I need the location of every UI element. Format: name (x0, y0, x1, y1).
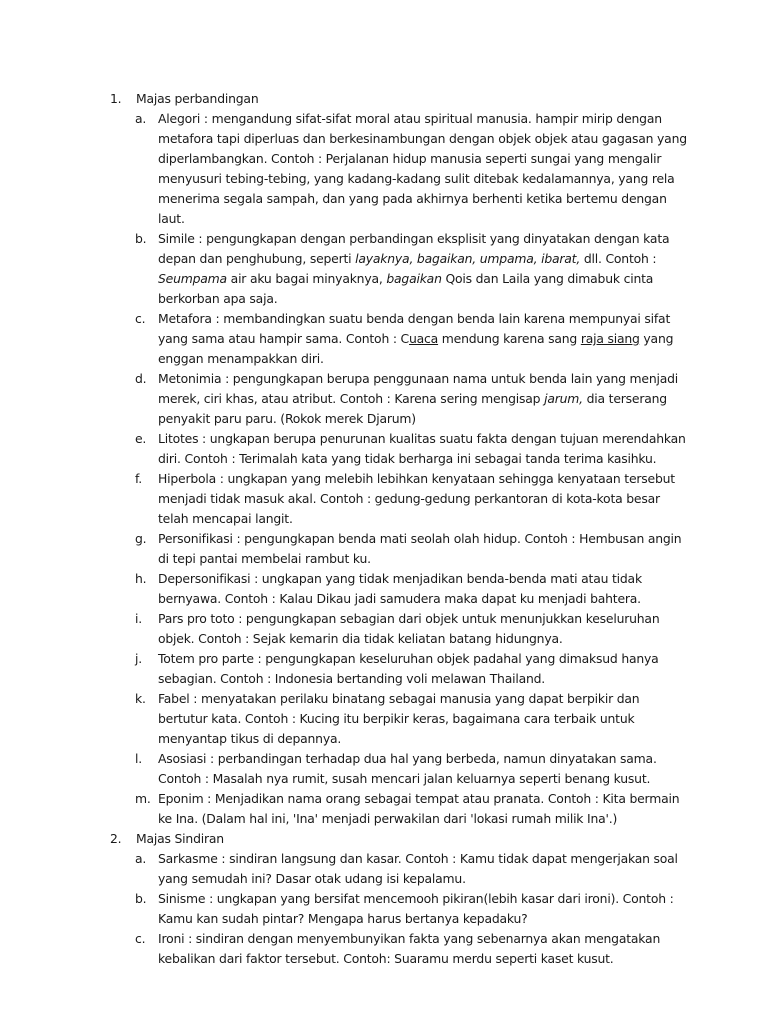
item-letter: a. (135, 851, 147, 866)
section-heading (110, 829, 690, 849)
list-item-simile (110, 229, 690, 309)
item-letter: c. (135, 311, 146, 326)
item-text-part: Metonimia : pengungkapan berupa penggunaan nama untuk benda lain yang menjadi merek, ciri khas, atau atribut. Contoh : Karena sering mengisap (158, 371, 679, 406)
item-text: Sarkasme : sindiran langsung dan kasar. Contoh : Kamu tidak dapat mengerjakan soal yang semudah ini? Dasar otak udang isi kepalamu. (158, 851, 678, 886)
item-letter: h. (135, 571, 147, 586)
item-letter: b. (135, 891, 147, 906)
item-text-part: dia terserang penyakit paru paru. (Rokok merek Djarum) (158, 391, 667, 426)
item-letter: g. (135, 531, 147, 546)
list-item-ironi (110, 929, 690, 969)
document-body (110, 89, 690, 969)
item-text-part: dll. Contoh : (580, 251, 657, 266)
item-list (110, 849, 690, 969)
item-letter: j. (135, 651, 142, 666)
item-text: Eponim : Menjadikan nama orang sebagai tempat atau pranata. Contoh : Kita bermain ke Ina. (Dalam hal ini, 'Ina' menjadi perwakilan dari 'lokasi rumah milik Ina'.) (158, 791, 680, 826)
list-item-personifikasi (110, 529, 690, 569)
item-text-part: mendung karena sang (438, 331, 581, 346)
item-text-part: yang enggan menampakkan diri. (158, 331, 674, 366)
item-letter: c. (135, 931, 146, 946)
item-text-part: Qois dan Laila yang dimabuk cinta berkorban apa saja. (158, 271, 654, 306)
item-list (110, 109, 690, 829)
item-text: Litotes : ungkapan berupa penurunan kualitas suatu fakta dengan tujuan merendahkan diri. Contoh : Terimalah kata yang tidak berharga ini sebagai tanda terima kasihku. (158, 431, 686, 466)
item-text: Depersonifikasi : ungkapan yang tidak menjadikan benda-benda mati atau tidak bernyawa. Contoh : Kalau Dikau jadi samudera maka dapat ku menjadi bahtera. (158, 571, 642, 606)
item-text-underlined: raja siang (580, 331, 640, 346)
list-item-totem-pro-parte (110, 649, 690, 689)
section-title: Majas perbandingan (136, 91, 259, 106)
item-letter: i. (135, 611, 142, 626)
item-letter: m. (135, 791, 151, 806)
item-text: Fabel : menyatakan perilaku binatang sebagai manusia yang dapat berpikir dan bertutur kata. Contoh : Kucing itu berpikir keras, bagaimana cara terbaik untuk menyantap tikus di depannya. (158, 691, 640, 746)
item-text-italic: Seumpama (158, 271, 227, 286)
item-letter: l. (135, 751, 142, 766)
section-majas-sindiran (110, 829, 690, 969)
item-text-italic: bagaikan (386, 271, 442, 286)
item-text: Asosiasi : perbandingan terhadap dua hal yang berbeda, namun dinyatakan sama. Contoh : Masalah nya rumit, susah mencari jalan keluarnya seperti benang kusut. (158, 751, 657, 786)
item-text: Pars pro toto : pengungkapan sebagian dari objek untuk menunjukkan keseluruhan objek. Contoh : Sejak kemarin dia tidak keliatan batang hidungnya. (158, 611, 660, 646)
list-item-hiperbola (110, 469, 690, 529)
item-text-italic: layaknya, bagaikan, umpama, ibarat, (355, 251, 581, 266)
item-text-underlined: uaca (409, 331, 439, 346)
section-majas-perbandingan (110, 89, 690, 829)
list-item-alegori (110, 109, 690, 229)
item-letter: e. (135, 431, 147, 446)
item-text-italic: jarum, (544, 391, 583, 406)
item-letter: a. (135, 111, 147, 126)
item-letter: f. (135, 471, 142, 486)
list-item-pars-pro-toto (110, 609, 690, 649)
item-text: Hiperbola : ungkapan yang melebih lebihkan kenyataan sehingga kenyataan tersebut menjadi tidak masuk akal. Contoh : gedung-gedung perkantoran di kota-kota besar telah mencapai langit. (158, 471, 675, 526)
list-item-fabel (110, 689, 690, 749)
item-text-part: air aku bagai minyaknya, (226, 271, 387, 286)
section-title: Majas Sindiran (136, 831, 224, 846)
item-text: Sinisme : ungkapan yang bersifat mencemooh pikiran(lebih kasar dari ironi). Contoh : Kamu kan sudah pintar? Mengapa harus bertanya kepadaku? (158, 891, 674, 926)
list-item-metonimia (110, 369, 690, 429)
section-heading (110, 89, 690, 109)
item-letter: k. (135, 691, 146, 706)
list-item-litotes (110, 429, 690, 469)
section-number: 1. (110, 91, 122, 106)
item-text-part: Simile : pengungkapan dengan perbandingan eksplisit yang dinyatakan dengan kata depan dan penghubung, seperti (158, 231, 670, 266)
item-letter: b. (135, 231, 147, 246)
item-text: Ironi : sindiran dengan menyembunyikan fakta yang sebenarnya akan mengatakan kebalikan dari faktor tersebut. Contoh: Suaramu merdu seperti kaset kusut. (158, 931, 661, 966)
item-text: Alegori : mengandung sifat-sifat moral atau spiritual manusia. hampir mirip dengan metafora tapi diperluas dan berkesinambungan dengan objek objek atau gagasan yang diperlambangkan. Contoh : Perjalanan hidup manusia seperti sungai yang mengalir menyusuri tebing-tebing, yang kadang-kadang sulit ditebak kedalamannya, yang rela menerima segala sampah, dan yang pada akhirnya berhenti ketika bertemu dengan laut. (158, 111, 687, 226)
item-letter: d. (135, 371, 147, 386)
section-number: 2. (110, 831, 122, 846)
item-text-part: Metafora : membandingkan suatu benda dengan benda lain karena mempunyai sifat yang sama atau hampir sama. Contoh : C (158, 311, 671, 346)
list-item-asosiasi (110, 749, 690, 789)
list-item-sarkasme (110, 849, 690, 889)
list-item-metafora (110, 309, 690, 369)
list-item-depersonifikasi (110, 569, 690, 609)
item-text: Personifikasi : pengungkapan benda mati seolah olah hidup. Contoh : Hembusan angin di tepi pantai membelai rambut ku. (158, 531, 682, 566)
item-text: Totem pro parte : pengungkapan keseluruhan objek padahal yang dimaksud hanya sebagian. Contoh : Indonesia bertanding voli melawan Thailand. (158, 651, 659, 686)
list-item-eponim (110, 789, 690, 829)
list-item-sinisme (110, 889, 690, 929)
